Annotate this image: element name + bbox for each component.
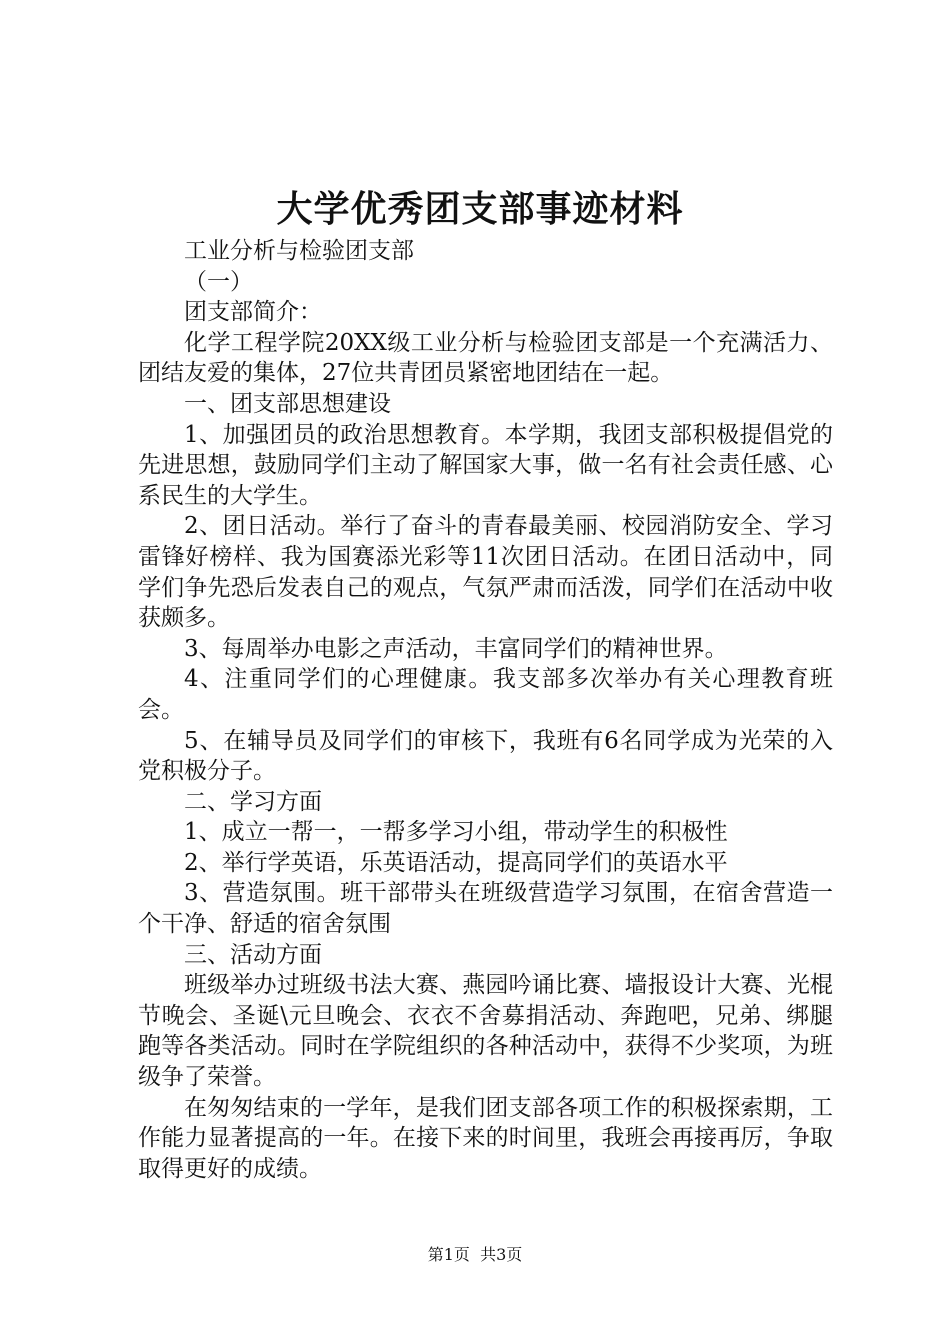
page-footer — [0, 1244, 950, 1266]
paragraph-ideology-4: 4、注重同学们的心理健康。我支部多次举办有关心理教育班会。 — [138, 666, 833, 723]
paragraph-conclusion: 在匆匆结束的一学年，是我们团支部各项工作的积极探索期，工作能力显著提高的一年。在接下来的时间里，我班会再接再厉，争取取得更好的成绩。 — [138, 1094, 833, 1182]
paragraph-ideology-2: 2、团日活动。举行了奋斗的青春最美丽、校园消防安全、学习雷锋好榜样、我为国赛添光彩等11次团日活动。在团日活动中，同学们争先恐后发表自己的观点，气氛严肃而活泼，同学们在活动中收获颇多。 — [138, 513, 833, 632]
heading-activities: 三、活动方面 — [184, 941, 322, 968]
paragraph-ideology-3: 3、每周举办电影之声活动，丰富同学们的精神世界。 — [184, 635, 728, 662]
paragraph-study-3: 3、营造氛围。班干部带头在班级营造学习氛围，在宿舍营造一个干净、舒适的宿舍氛围 — [138, 880, 833, 938]
paragraph-intro-heading: 团支部简介： — [184, 299, 322, 326]
paragraph-study-2: 2、举行学英语，乐英语活动，提高同学们的英语水平 — [184, 849, 728, 876]
paragraph-ideology-5: 5、在辅导员及同学们的审核下，我班有6名同学成为光荣的入党积极分子。 — [138, 727, 833, 785]
paragraph-section-number: （一） — [184, 268, 253, 295]
heading-ideology: 一、团支部思想建设 — [184, 390, 391, 417]
paragraph-intro: 化学工程学院20XX级工业分析与检验团支部是一个充满活力、团结友爱的集体，27位共青团员紧密地团结在一起。 — [138, 329, 833, 387]
document-title: 大学优秀团支部事迹材料 — [276, 188, 684, 230]
page-number: 第1页 共3页 — [427, 1245, 523, 1264]
paragraph-study-1: 1、成立一帮一，一帮多学习小组，带动学生的积极性 — [184, 819, 728, 846]
paragraph-activities: 班级举办过班级书法大赛、燕园吟诵比赛、墙报设计大赛、光棍节晚会、圣诞\元旦晚会、衣衣不舍募捐活动、奔跑吧，兄弟、绑腿跑等各类活动。同时在学院组织的各种活动中，获得不少奖项，为班级争了荣誉。 — [138, 972, 833, 1091]
paragraph-branch-name: 工业分析与检验团支部 — [184, 238, 414, 264]
document-body — [138, 236, 833, 1184]
paragraph-ideology-1: 1、加强团员的政治思想教育。本学期，我团支部积极提倡党的先进思想，鼓励同学们主动了解国家大事，做一名有社会责任感、心系民生的大学生。 — [138, 421, 833, 509]
heading-study: 二、学习方面 — [184, 788, 322, 815]
